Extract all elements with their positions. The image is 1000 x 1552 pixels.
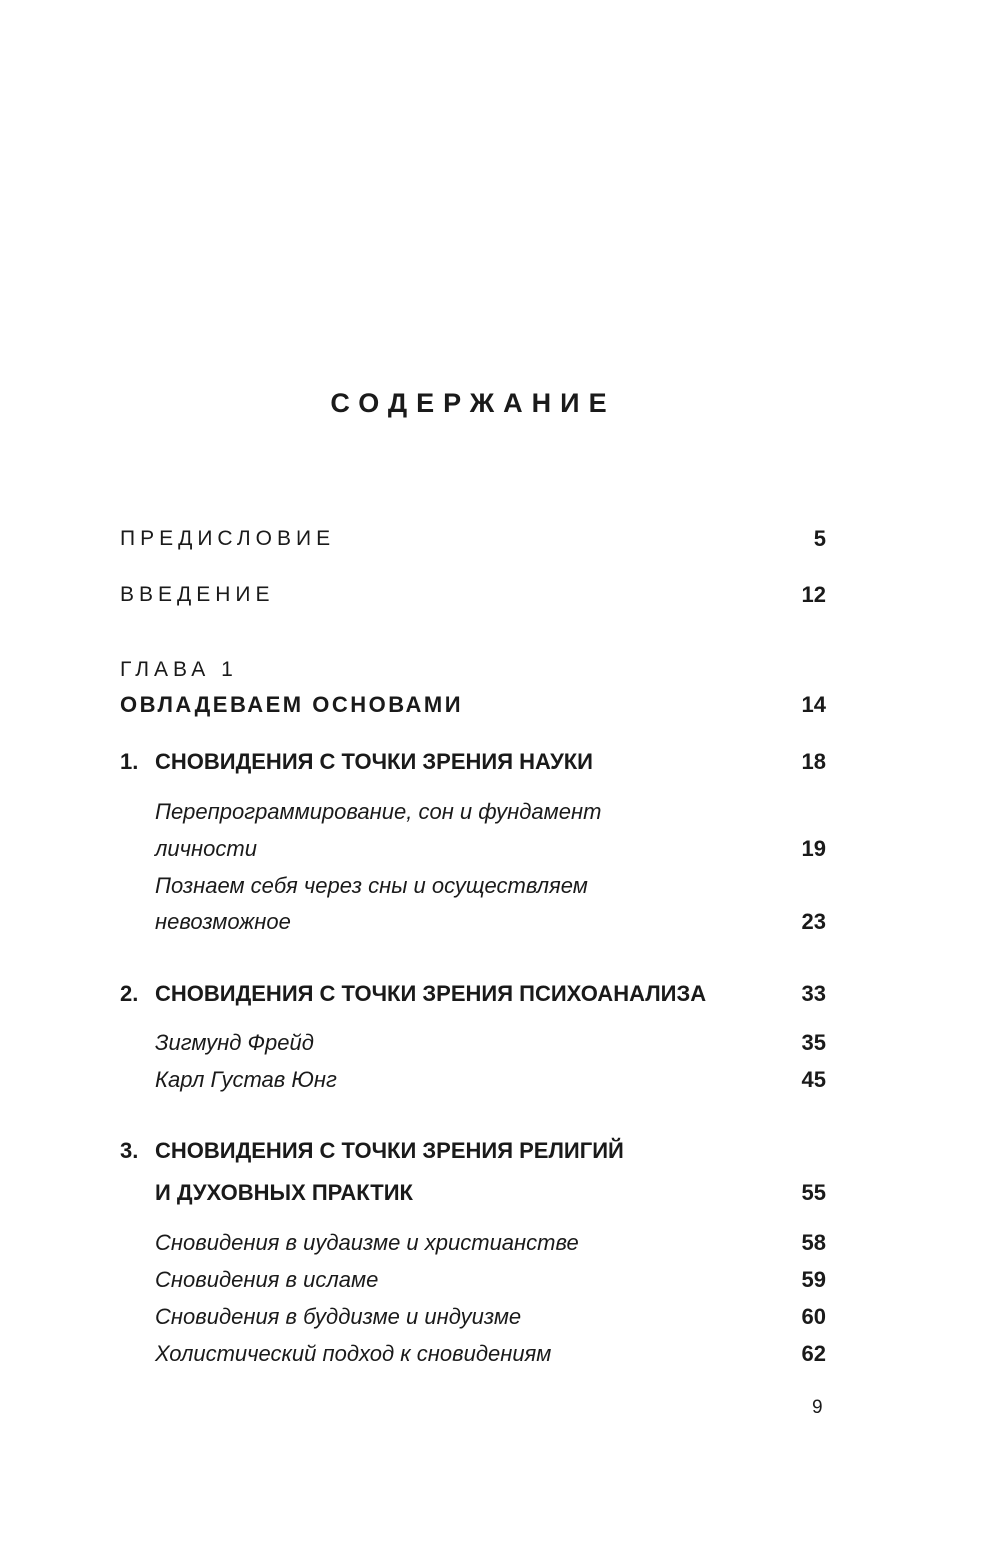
subsection-page: 45 bbox=[801, 1067, 826, 1092]
chapter-label: ГЛАВА 1 bbox=[120, 658, 238, 681]
section-number: 1. bbox=[120, 749, 139, 774]
subsection-page: 19 bbox=[801, 836, 826, 861]
section-title: СНОВИДЕНИЯ С ТОЧКИ ЗРЕНИЯ ПСИХОАНАЛИЗА bbox=[155, 981, 707, 1006]
subsection-title: Сновидения в исламе bbox=[155, 1267, 379, 1292]
subsection-page: 62 bbox=[801, 1341, 826, 1366]
toc-intro-page: 12 bbox=[801, 582, 826, 607]
subsection-title: Карл Густав Юнг bbox=[155, 1067, 337, 1092]
section-title: СНОВИДЕНИЯ С ТОЧКИ ЗРЕНИЯ РЕЛИГИЙ bbox=[155, 1138, 624, 1163]
section-page: 33 bbox=[801, 981, 826, 1006]
subsection-title: Зигмунд Фрейд bbox=[155, 1030, 314, 1055]
subsection-page: 58 bbox=[801, 1230, 826, 1255]
subsection-title-cont: личности bbox=[155, 836, 257, 861]
section-page: 18 bbox=[801, 749, 826, 774]
section-title-cont: И ДУХОВНЫХ ПРАКТИК bbox=[155, 1180, 413, 1205]
page-number: 9 bbox=[812, 1397, 823, 1418]
subsection-page: 60 bbox=[801, 1304, 826, 1329]
page-title: СОДЕРЖАНИЕ bbox=[330, 388, 616, 418]
toc-preface-page: 5 bbox=[813, 526, 826, 551]
subsection-title: Сновидения в буддизме и индуизме bbox=[155, 1304, 522, 1329]
toc-intro-label: ВВЕДЕНИЕ bbox=[120, 583, 275, 606]
section-title: СНОВИДЕНИЯ С ТОЧКИ ЗРЕНИЯ НАУКИ bbox=[155, 749, 593, 774]
subsection-page: 35 bbox=[801, 1030, 826, 1055]
subsection-page: 23 bbox=[801, 909, 826, 934]
subsection-title: Сновидения в иудаизме и христианстве bbox=[155, 1230, 579, 1255]
chapter-title: ОВЛАДЕВАЕМ ОСНОВАМИ bbox=[120, 692, 464, 717]
chapter-page: 14 bbox=[801, 692, 826, 717]
section-page: 55 bbox=[801, 1180, 826, 1205]
section-number: 2. bbox=[120, 981, 139, 1006]
subsection-title: Холистический подход к сновидениям bbox=[155, 1341, 552, 1366]
subsection-title-cont: невозможное bbox=[155, 909, 291, 934]
section-number: 3. bbox=[120, 1138, 139, 1163]
toc-preface-label: ПРЕДИСЛОВИЕ bbox=[120, 527, 336, 550]
subsection-page: 59 bbox=[801, 1267, 826, 1292]
subsection-title: Перепрограммирование, сон и фундамент bbox=[155, 799, 602, 824]
subsection-title: Познаем себя через сны и осуществляем bbox=[155, 873, 588, 898]
